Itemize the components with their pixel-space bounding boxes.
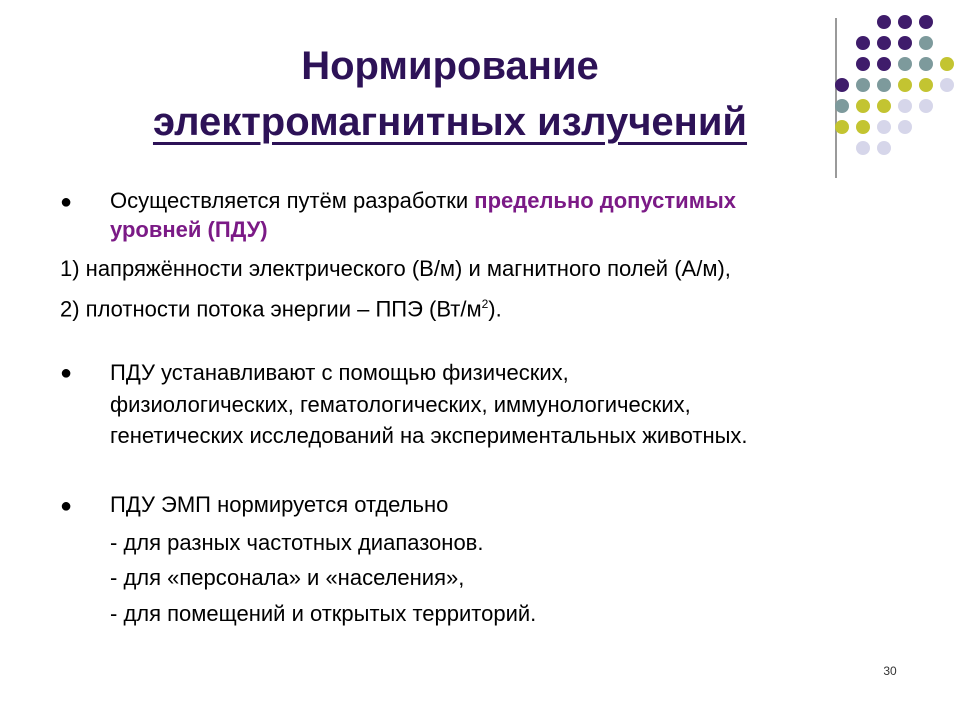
bullet1-item2-main: 2) плотности потока энергии – ППЭ (Вт/м xyxy=(60,296,482,322)
bullet1-item1: 1) напряжённости электрического (В/м) и магнитного полей (А/м), xyxy=(60,256,731,281)
decorative-dot xyxy=(919,57,933,71)
decorative-dot xyxy=(898,78,912,92)
decorative-dot xyxy=(877,36,891,50)
decorative-dot xyxy=(856,78,870,92)
bullet-icon: ● xyxy=(60,191,73,213)
decorative-dot xyxy=(856,36,870,50)
decorative-dot xyxy=(898,36,912,50)
decorative-dot xyxy=(856,99,870,113)
decorative-dot xyxy=(835,120,849,134)
decorative-dot xyxy=(856,141,870,155)
decorative-dot xyxy=(877,141,891,155)
decorative-dot xyxy=(940,78,954,92)
bullet1-item2-sup: 2 xyxy=(481,297,489,311)
decorative-dot xyxy=(898,120,912,134)
bullet2-line3: генетических исследований на экспериментальных животных. xyxy=(110,423,748,448)
bullet1-highlight: предельно допустимых xyxy=(474,188,736,213)
bullet1-item2-end: ). xyxy=(488,296,502,322)
bullet1-item2 xyxy=(60,291,502,322)
bullet1-line1 xyxy=(110,188,930,214)
decorative-dot xyxy=(919,36,933,50)
decorative-dot xyxy=(877,57,891,71)
decorative-dot xyxy=(877,120,891,134)
bullet3-line1: ПДУ ЭМП нормируется отдельно xyxy=(110,492,449,517)
decorative-dot-grid xyxy=(0,0,960,160)
decorative-dot xyxy=(856,57,870,71)
decorative-dot xyxy=(919,78,933,92)
decorative-dot xyxy=(835,99,849,113)
decorative-dot xyxy=(898,15,912,29)
decorative-dot xyxy=(835,78,849,92)
bullet2-line2: физиологических, гематологических, иммунологических, xyxy=(110,392,691,417)
decorative-dot xyxy=(877,78,891,92)
decorative-dot xyxy=(940,57,954,71)
bullet-icon: ● xyxy=(60,495,73,517)
bullet2-line1: ПДУ устанавливают с помощью физических, xyxy=(110,360,569,385)
bullet3-line4: - для помещений и открытых территорий. xyxy=(110,601,537,626)
slide-title-line1: Нормирование xyxy=(301,44,599,88)
bullet-icon: ● xyxy=(60,362,73,384)
slide-number: 30 xyxy=(883,664,897,678)
bullet3-line3: - для «персонала» и «населения», xyxy=(110,565,465,590)
decorative-dot xyxy=(898,99,912,113)
bullet1-text: Осуществляется путём разработки xyxy=(110,188,475,213)
decorative-dot xyxy=(898,57,912,71)
decorative-dot xyxy=(856,120,870,134)
decorative-dot xyxy=(877,99,891,113)
decorative-dot xyxy=(919,99,933,113)
bullet1-highlight-line2: уровней (ПДУ) xyxy=(110,217,268,242)
decorative-dot xyxy=(877,15,891,29)
decorative-dot xyxy=(919,15,933,29)
bullet3-line2: - для разных частотных диапазонов. xyxy=(110,530,484,555)
slide-title-underlined: электромагнитных излучений xyxy=(152,100,748,144)
